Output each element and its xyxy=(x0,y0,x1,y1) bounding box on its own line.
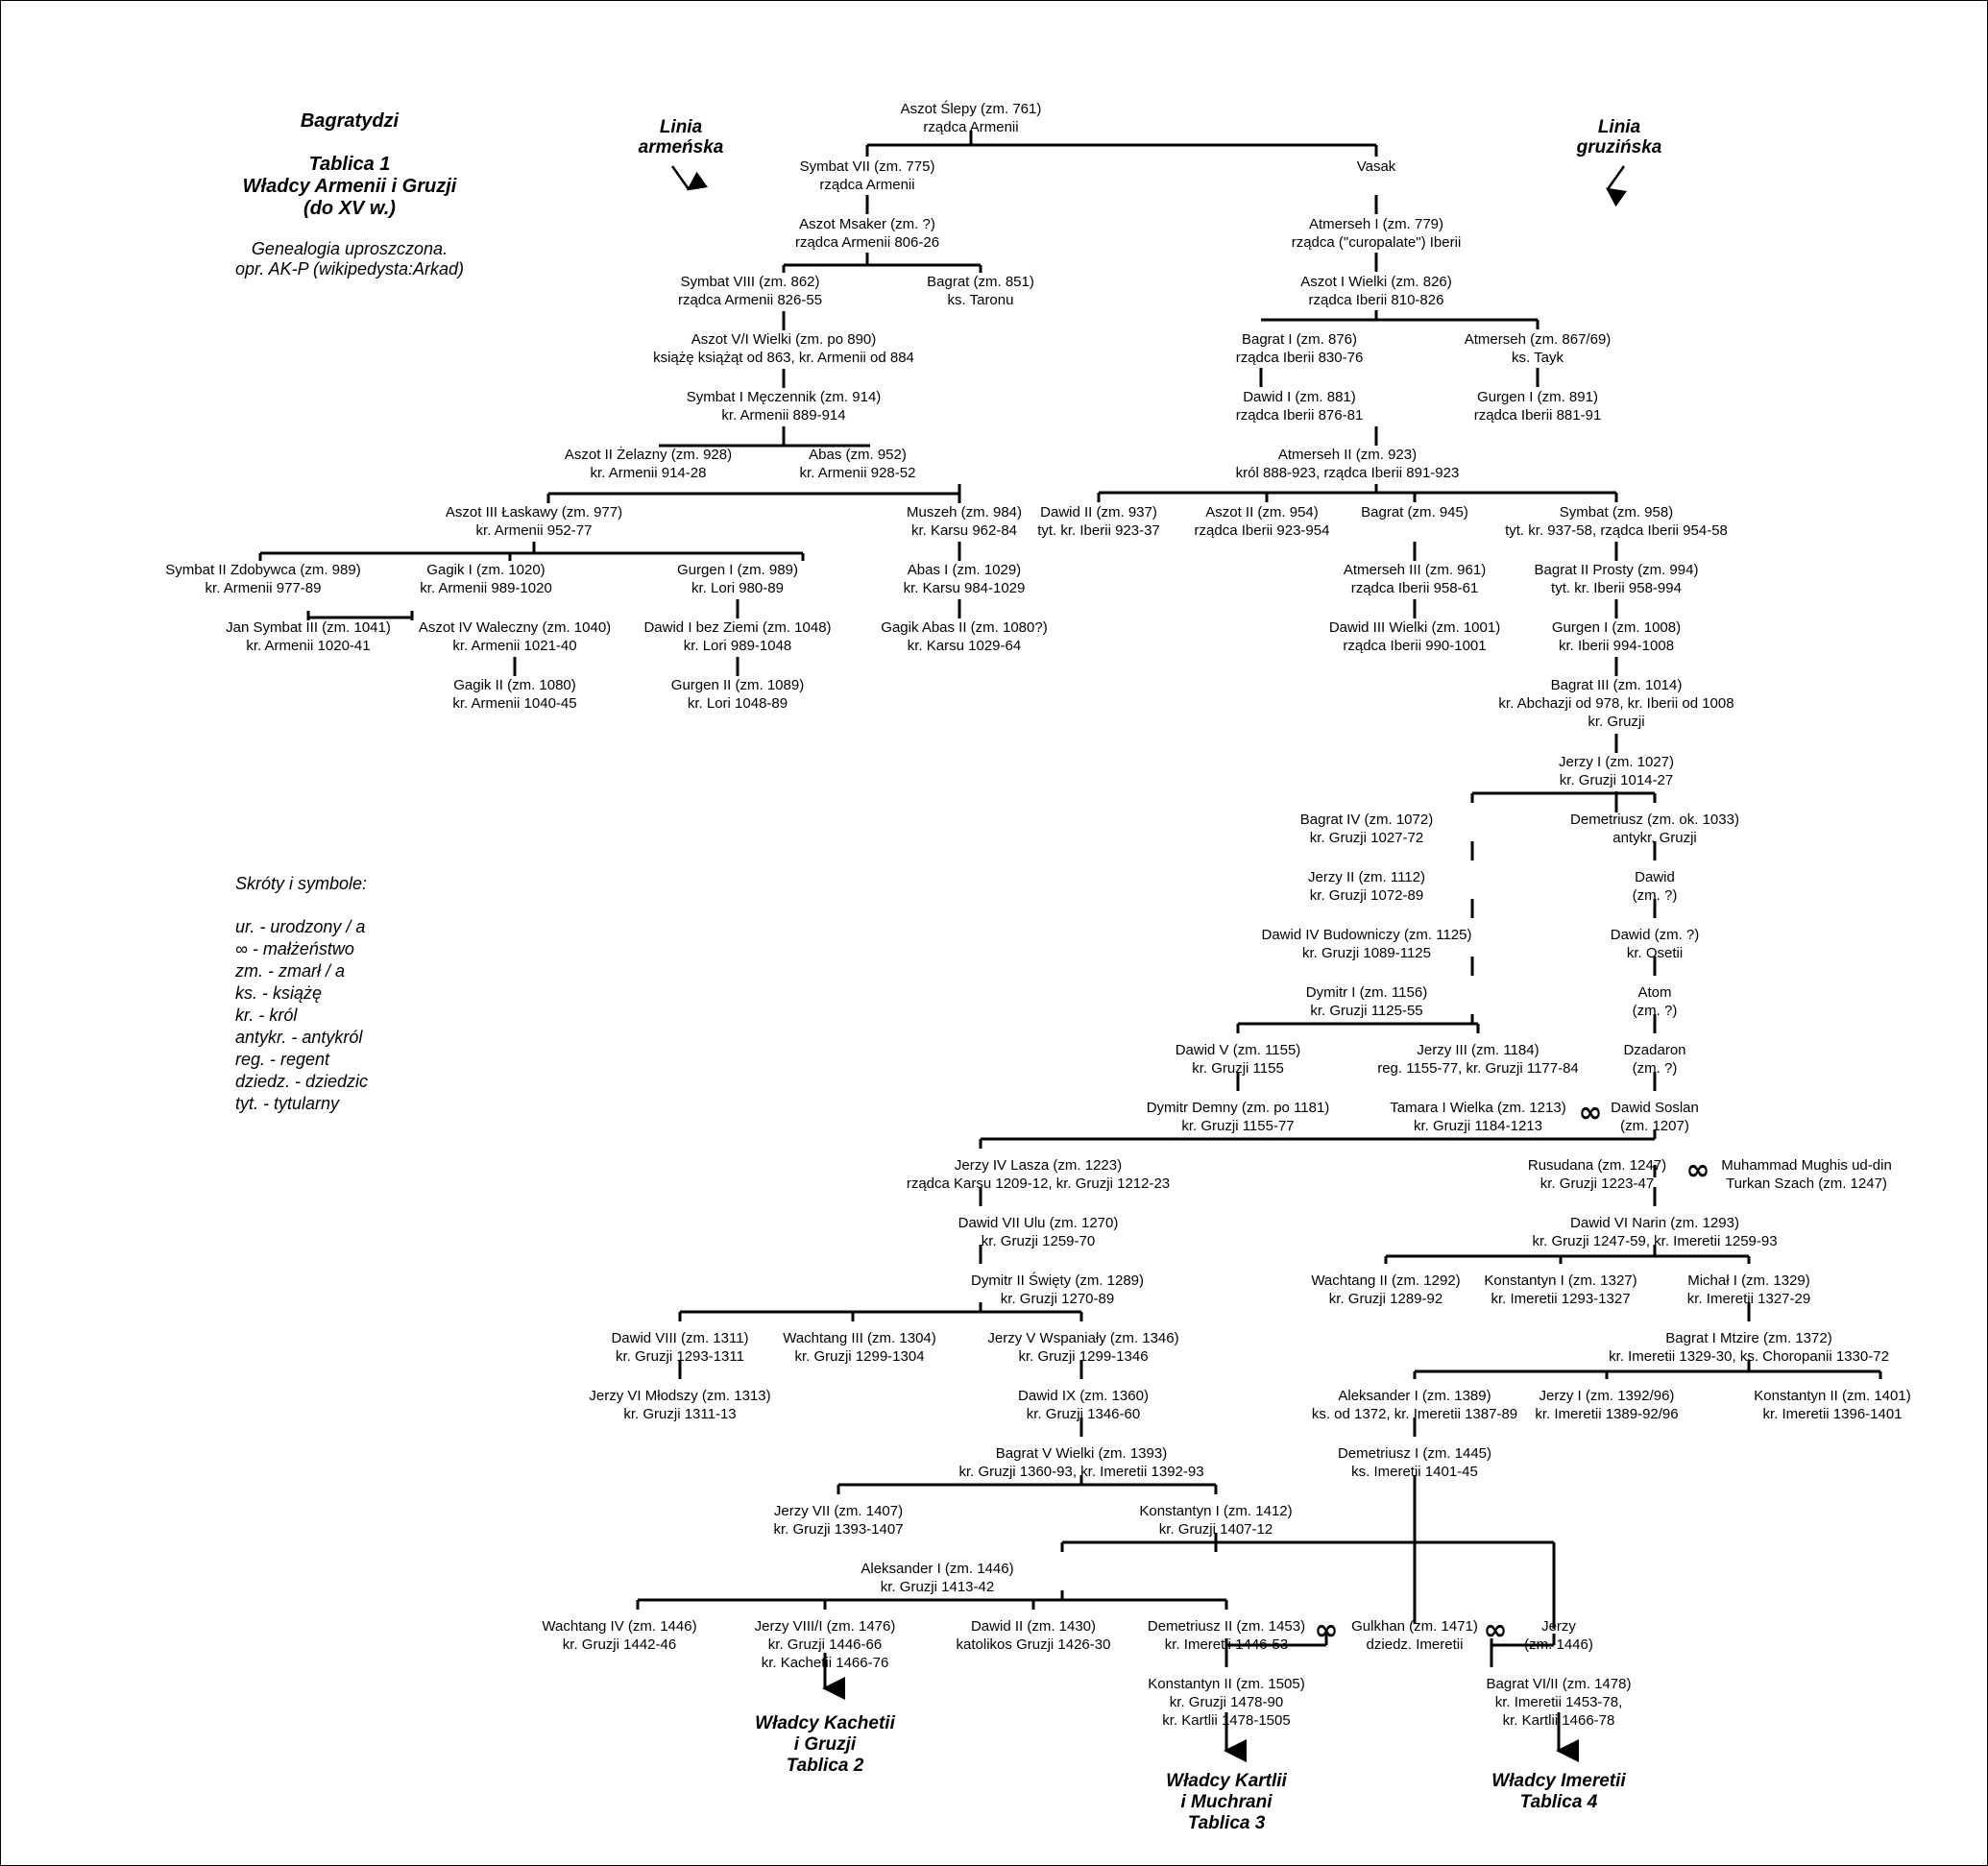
person-bagrat4: Bagrat IV (zm. 1072) kr. Gruzji 1027-72 xyxy=(1299,812,1434,846)
person-dawid3-wielki: Dawid III Wielki (zm. 1001) rządca Iberii 990-1001 xyxy=(1328,619,1501,654)
person-aszot2-954: Aszot II (zm. 954) rządca Iberii 923-954 xyxy=(1194,504,1330,539)
title-period: (do XV w.) xyxy=(303,198,396,219)
person-aszot2-zelazny: Aszot II Żelazny (zm. 928) kr. Armenii 914-28 xyxy=(564,447,733,481)
person-aleksander1-imer: Aleksander I (zm. 1389) ks. od 1372, kr. Imeretii 1387-89 xyxy=(1311,1388,1518,1422)
person-demetriusz1-imer: Demetriusz I (zm. 1445) ks. Imeretii 1401-45 xyxy=(1337,1445,1492,1480)
header-block xyxy=(235,110,464,279)
person-jerzy1-imer: Jerzy I (zm. 1392/96) kr. Imeretii 1389-92/96 xyxy=(1535,1388,1679,1422)
person-dawid5: Dawid V (zm. 1155) kr. Gruzji 1155 xyxy=(1175,1042,1301,1077)
title-dynasty: Bagratydzi xyxy=(300,110,400,132)
person-symbat1: Symbat I Męczennik (zm. 914) kr. Armenii 889-914 xyxy=(686,389,882,424)
legend-item: antykr. - antykról xyxy=(235,1028,363,1047)
legend-item: dziedz. - dziedzic xyxy=(235,1072,369,1091)
subtitle-genealogy: Genealogia uproszczona. xyxy=(251,239,449,258)
person-dawid-unknown: Dawid (zm. ?) xyxy=(1632,869,1678,904)
person-dawid6-narin: Dawid VI Narin (zm. 1293) kr. Gruzji 1247-59, kr. Imeretii 1259-93 xyxy=(1532,1215,1778,1249)
legend-item: ur. - urodzony / a xyxy=(235,917,366,936)
person-jerzy7: Jerzy VII (zm. 1407) kr. Gruzji 1393-1407 xyxy=(773,1503,904,1538)
person-atom: Atom (zm. ?) xyxy=(1632,984,1678,1019)
person-symbat7: Symbat VII (zm. 775) rządca Armenii xyxy=(799,158,935,193)
person-bagrat1: Bagrat I (zm. 876) rządca Iberii 830-76 xyxy=(1235,331,1364,366)
person-dawid-soslan: Dawid Soslan (zm. 1207) xyxy=(1611,1100,1699,1134)
legend-item: kr. - król xyxy=(235,1006,298,1025)
person-konstantyn2-imer: Konstantyn II (zm. 1401) kr. Imeretii 1396-1401 xyxy=(1754,1388,1911,1422)
person-bagrat3: Bagrat III (zm. 1014) kr. Abchazji od 978, kr. Iberii od 1008 kr. Gruzji xyxy=(1498,677,1734,730)
title-rulers: Władcy Armenii i Gruzji xyxy=(242,176,457,197)
branch-georgian: Linia gruzińska xyxy=(1576,117,1662,158)
ref-table-imeretia: Władcy Imeretii Tablica 4 xyxy=(1491,1771,1626,1812)
person-abas952: Abas (zm. 952) kr. Armenii 928-52 xyxy=(799,447,916,481)
person-demetriusz2: Demetriusz II (zm. 1453) kr. Imeretii 1446-53 xyxy=(1147,1618,1306,1653)
person-dawid9: Dawid IX (zm. 1360) kr. Gruzji 1346-60 xyxy=(1018,1388,1149,1422)
person-jerzy5: Jerzy V Wspaniały (zm. 1346) kr. Gruzji 1299-1346 xyxy=(987,1330,1179,1365)
person-gurgen989: Gurgen I (zm. 989) kr. Lori 980-89 xyxy=(677,562,798,596)
person-aleksander1-gr: Aleksander I (zm. 1446) kr. Gruzji 1413-42 xyxy=(861,1561,1014,1595)
person-konstantyn2: Konstantyn II (zm. 1505) kr. Gruzji 1478-90 kr. Kartlii 1478-1505 xyxy=(1148,1676,1305,1729)
person-michal1: Michał I (zm. 1329) kr. Imeretii 1327-29 xyxy=(1686,1272,1811,1307)
person-tamara: Tamara I Wielka (zm. 1213) kr. Gruzji 1184-1213 xyxy=(1390,1100,1566,1134)
person-konstantyn1-gr: Konstantyn I (zm. 1412) kr. Gruzji 1407-12 xyxy=(1139,1503,1293,1538)
person-bagrat945: Bagrat (zm. 945) xyxy=(1361,504,1468,521)
person-gurgen1008: Gurgen I (zm. 1008) kr. Iberii 994-1008 xyxy=(1551,619,1682,654)
person-gulkhan: Gulkhan (zm. 1471) dziedz. Imeretii xyxy=(1351,1618,1478,1653)
ref-table-kachetia: Władcy Kachetii i Gruzji Tablica 2 xyxy=(755,1713,895,1776)
person-dawid881: Dawid I (zm. 881) rządca Iberii 876-81 xyxy=(1235,389,1364,424)
person-dawid-osetii: Dawid (zm. ?) kr. Osetii xyxy=(1610,927,1700,961)
person-wachtang2: Wachtang II (zm. 1292) kr. Gruzji 1289-92 xyxy=(1311,1272,1461,1307)
person-jerzy8: Jerzy VIII/I (zm. 1476) kr. Gruzji 1446-66 kr. Kachetii 1466-76 xyxy=(754,1618,896,1671)
person-atmerseh2: Atmerseh II (zm. 923) król 888-923, rządca Iberii 891-923 xyxy=(1235,447,1460,481)
marriage-symbol-demetriusz2: ∞ xyxy=(1314,1613,1339,1647)
person-jerzy1446: Jerzy (zm. 1446) xyxy=(1524,1618,1593,1653)
person-konstantyn1-imer: Konstantyn I (zm. 1327) kr. Imeretii 1293-1327 xyxy=(1484,1272,1637,1307)
person-wachtang4: Wachtang IV (zm. 1446) kr. Gruzji 1442-46 xyxy=(542,1618,697,1653)
legend-item: ks. - książę xyxy=(235,983,323,1003)
person-dzadaron: Dzadaron (zm. ?) xyxy=(1623,1042,1686,1077)
person-atmerseh1: Atmerseh I (zm. 779) rządca ("curopalate") Iberii xyxy=(1291,216,1462,251)
marriage-symbol-tamara: ∞ xyxy=(1578,1096,1603,1129)
person-aszot3: Aszot III Łaskawy (zm. 977) kr. Armenii 952-77 xyxy=(445,504,623,539)
person-jerzy1: Jerzy I (zm. 1027) kr. Gruzji 1014-27 xyxy=(1558,754,1675,788)
title-table: Tablica 1 xyxy=(308,154,391,175)
person-aszot1-wielki: Aszot I Wielki (zm. 826) rządca Iberii 810-826 xyxy=(1300,274,1452,308)
person-jerzy4: Jerzy IV Lasza (zm. 1223) rządca Karsu 1209-12, kr. Gruzji 1212-23 xyxy=(906,1157,1171,1192)
ref-table-kartlia: Władcy Kartlii i Muchrani Tablica 3 xyxy=(1166,1771,1287,1833)
person-muszeh: Muszeh (zm. 984) kr. Karsu 962-84 xyxy=(906,504,1023,539)
person-dawid2-katolikos: Dawid II (zm. 1430) katolikos Gruzji 1426-30 xyxy=(956,1618,1111,1653)
person-jerzy2: Jerzy II (zm. 1112) kr. Gruzji 1072-89 xyxy=(1308,869,1425,904)
person-demetriusz1033: Demetriusz (zm. ok. 1033) antykr. Gruzji xyxy=(1570,812,1739,846)
legend-item: zm. - zmarł / a xyxy=(235,961,346,981)
person-aszot4: Aszot IV Waleczny (zm. 1040) kr. Armenii 1021-40 xyxy=(418,619,612,654)
person-bagrat6: Bagrat VI/II (zm. 1478) kr. Imeretii 1453-78, kr. Kartlii 1466-78 xyxy=(1486,1676,1632,1729)
person-muhammad: Muhammad Mughis ud-din Turkan Szach (zm. 1247) xyxy=(1721,1157,1892,1192)
branch-armenian: Linia armeńska xyxy=(638,117,724,158)
subtitle-author: opr. AK-P (wikipedysta:Arkad) xyxy=(234,259,465,279)
person-jan-symbat3: Jan Symbat III (zm. 1041) kr. Armenii 1020-41 xyxy=(226,619,391,654)
person-dawid4: Dawid IV Budowniczy (zm. 1125) kr. Gruzji 1089-1125 xyxy=(1261,927,1472,961)
person-dymitr2: Dymitr II Święty (zm. 1289) kr. Gruzji 1270-89 xyxy=(970,1272,1145,1307)
person-jerzy3: Jerzy III (zm. 1184) reg. 1155-77, kr. Gruzji 1177-84 xyxy=(1377,1042,1579,1077)
person-aszot-slepy: Aszot Ślepy (zm. 761) rządca Armenii xyxy=(900,101,1042,135)
person-dawid2-937: Dawid II (zm. 937) tyt. kr. Iberii 923-37 xyxy=(1037,504,1160,539)
person-vasak: Vasak xyxy=(1356,158,1396,175)
person-jerzy6: Jerzy VI Młodszy (zm. 1313) kr. Gruzji 1311-13 xyxy=(589,1388,771,1422)
person-gagik1: Gagik I (zm. 1020) kr. Armenii 989-1020 xyxy=(420,562,552,596)
person-rusudana: Rusudana (zm. 1247) kr. Gruzji 1223-47 xyxy=(1527,1157,1667,1192)
person-bagrat1-mtzire: Bagrat I Mtzire (zm. 1372) kr. Imeretii 1329-30, ks. Choropanii 1330-72 xyxy=(1609,1330,1889,1365)
legend-item: reg. - regent xyxy=(235,1050,330,1069)
person-gagik2: Gagik II (zm. 1080) kr. Armenii 1040-45 xyxy=(452,677,577,712)
person-dawid-bez-ziemi: Dawid I bez Ziemi (zm. 1048) kr. Lori 989-1048 xyxy=(643,619,832,654)
legend-item: ∞ - małżeństwo xyxy=(235,939,354,958)
person-dawid7-ulu: Dawid VII Ulu (zm. 1270) kr. Gruzji 1259-70 xyxy=(958,1215,1119,1249)
person-symbat8: Symbat VIII (zm. 862) rządca Armenii 826-55 xyxy=(677,274,823,308)
person-aszot-msaker: Aszot Msaker (zm. ?) rządca Armenii 806-26 xyxy=(794,216,940,251)
person-gurgen2-lori: Gurgen II (zm. 1089) kr. Lori 1048-89 xyxy=(670,677,805,712)
person-wachtang3: Wachtang III (zm. 1304) kr. Gruzji 1299-1304 xyxy=(783,1330,936,1365)
person-gurgen891: Gurgen I (zm. 891) rządca Iberii 881-91 xyxy=(1473,389,1602,424)
person-gagik-abas2: Gagik Abas II (zm. 1080?) kr. Karsu 1029-64 xyxy=(881,619,1048,654)
person-bagrat2-prosty: Bagrat II Prosty (zm. 994) tyt. kr. Iberii 958-994 xyxy=(1534,562,1699,596)
person-aszot5: Aszot V/I Wielki (zm. po 890) książę książąt od 863, kr. Armenii od 884 xyxy=(653,331,914,366)
person-atmerseh867: Atmerseh (zm. 867/69) ks. Tayk xyxy=(1464,331,1612,366)
person-symbat2: Symbat II Zdobywca (zm. 989) kr. Armenii 977-89 xyxy=(165,562,361,596)
person-dawid8: Dawid VIII (zm. 1311) kr. Gruzji 1293-1311 xyxy=(611,1330,749,1365)
person-dymitr-demny: Dymitr Demny (zm. po 1181) kr. Gruzji 1155-77 xyxy=(1146,1100,1330,1134)
marriage-symbol-gulkhan: ∞ xyxy=(1483,1613,1508,1647)
legend-title: Skróty i symbole: xyxy=(235,874,368,893)
legend-item: tyt. - tytularny xyxy=(235,1094,340,1113)
person-symbat958: Symbat (zm. 958) tyt. kr. 937-58, rządca Iberii 954-58 xyxy=(1505,504,1728,539)
person-dymitr1: Dymitr I (zm. 1156) kr. Gruzji 1125-55 xyxy=(1305,984,1428,1019)
person-atmerseh3: Atmerseh III (zm. 961) rządca Iberii 958-61 xyxy=(1343,562,1487,596)
person-bagrat851: Bagrat (zm. 851) ks. Taronu xyxy=(927,274,1034,308)
person-bagrat5: Bagrat V Wielki (zm. 1393) kr. Gruzji 1360-93, kr. Imeretii 1392-93 xyxy=(958,1445,1204,1480)
marriage-symbol-rusudana: ∞ xyxy=(1685,1153,1710,1187)
person-abas1029: Abas I (zm. 1029) kr. Karsu 984-1029 xyxy=(903,562,1026,596)
legend xyxy=(235,873,368,1115)
